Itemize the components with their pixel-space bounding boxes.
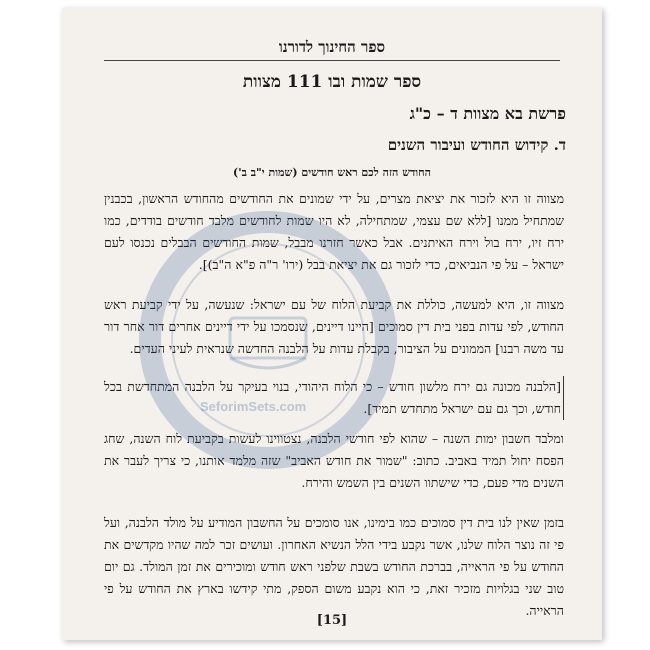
parsha-heading: פרשת בא מצוות ד – כ"ג — [409, 104, 566, 123]
watermark-url: SeforimSets.com — [200, 399, 307, 414]
mitzvah-heading: ד. קידוש החודש ועיבור השנים — [387, 136, 566, 154]
paragraph-3: [הלבנה מכונה גם ירח מלשון חודש – כי הלוח היהודי, בנוי בעיקר על הלבנה המתחדשת בכל חודש, וכך גם עם ישראל מתחדש תמיד]. — [104, 376, 564, 420]
book-title: ספר שמות ובו 111 מצוות — [242, 72, 422, 92]
paragraph-4: ומלבד חשבון ימות השנה – שהוא לפי חודשי הלבנה, נצטווינו לעשות בקביעת לוח השנה, שחג הפסח יחול תמיד באביב. כתוב: "שמור את חודש האביב" שזה מלמד אותנו, כי צריך לעבר את השנים מדי פעם, כדי שישתוו השנים בין השמש והירח. — [104, 431, 564, 490]
running-title: ספר החינוך לדורנו — [278, 38, 386, 56]
paragraph-1: מצווה זו היא לזכור את יציאת מצרים, על ידי שמונים את החודשים מהחודש הראשון, בכבנין שמתחיל ממנו [ללא שם עצמי, שמתחילה, לא היו שמות לחודשים מלבד חודשים בודדים, כמו ירח זיו, ירח בול וירח האיתנים. אבל כאשר חזרנו מבבל, שמות החודשים הבבלים נכנסו לעם ישראל – על פי הנביאים, כדי לזכור גם את יציאת בבל (ירו' ר"ה פ"א ה"ב)]. — [104, 191, 564, 272]
page-number: [15] — [316, 613, 348, 628]
paragraph-2: מצווה זו, היא למעשה, כוללת את קביעת הלוח של עם ישראל: שנעשה, על ידי קביעת ראש החודש, לפי עדות בפני בית דין סמוכים [היינו דיינים, שנסמכו על ידי דיינים אחרים דור אחר דור עד משה רבנו] הממונים על הציבור, בקבלת עדות על הלבנה החדשה שנראית לעיני העדים. — [104, 297, 564, 356]
header-rule — [104, 60, 560, 61]
watermark-logo — [138, 210, 398, 470]
paragraph-5: בזמן שאין לנו בית דין סמוכים כמו בימינו, אנו סומכים על החשבון המודיע על מולד הלבנה, ועל פי זה נוצר הלוח שלנו, אשר נקבע בידי הלל הנשיא האחרון. ועושים זכר למה שהיו מקדשים את החודש על פי הראייה, בברכת החודש בשבת שלפני ראש חודש ומוכירים את זמן המולד. גם יום טוב שני בגלויות מזכיר זאת, כי הוא נקבע משום הספק, מתי קידשו בארץ את החודש על פי הראייה. — [104, 515, 564, 618]
verse-citation: החודש הזה לכם ראש חודשים (שמות י"ב ב') — [233, 166, 431, 179]
